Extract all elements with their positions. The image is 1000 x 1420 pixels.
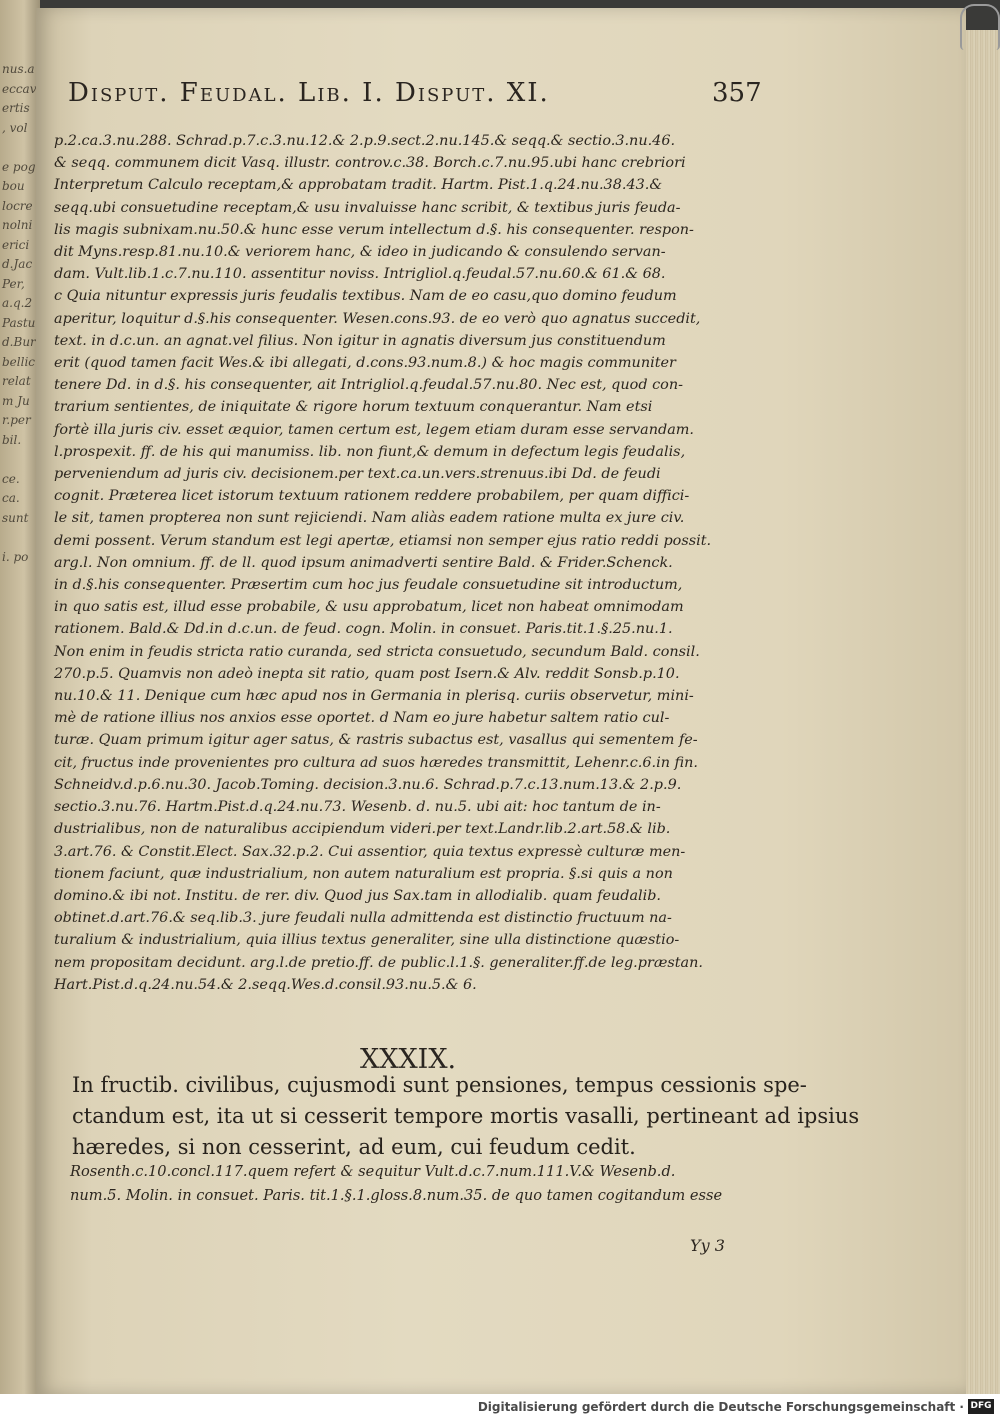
funding-credit: Digitalisierung gefördert durch die Deutsche Forschungsgemeinschaft · [477,1400,964,1414]
notes-line: tionem faciunt, quæ industrialium, non autem naturalium est propria. §.si quis a non [54,865,673,882]
notes-line: text. in d.c.un. an agnat.vel filius. Non igitur in agnatis diversum jus constituendum [54,332,666,349]
notes-line: c Quia nituntur expressis juris feudalis textibus. Nam de eo casu,quo domino feudum [54,288,677,305]
annotation-notes [54,130,764,996]
thesis-line: ctandum est, ita ut si cesserit tempore mortis vasalli, pertineant ad ipsius [72,1104,860,1128]
notes-line: nem propositam decidunt. arg.l.de pretio.ff. de public.l.1.§. generaliter.ff.de leg.præstan. [54,954,703,971]
notes-line: l.prospexit. ff. de his qui manumiss. lib. non fiunt,& demum in defectum legis feudalis, [54,443,686,460]
notes-line: le sit, tamen propterea non sunt rejiciendi. Nam aliàs eadem ratione multa ex jure civ. [54,510,685,527]
notes-line: rationem. Bald.& Dd.in d.c.un. de feud. cogn. Molin. in consuet. Paris.tit.1.§.25.nu.1. [54,621,673,638]
notes-line: 270.p.5. Quamvis non adeò inepta sit ratio, quam post Isern.& Alv. reddit Sonsb.p.10. [54,665,680,682]
notes-line: cit, fructus inde provenientes pro cultura ad suos hæredes transmittit, Lehenr.c.6.in fin. [54,754,698,771]
notes-line: tenere Dd. in d.§. his consequenter, ait Intrigliol.q.feudal.57.nu.80. Nec est, quod con- [54,377,683,394]
notes-line: demi possent. Verum standum est legi apertæ, etiamsi non semper ejus ratio reddi possit. [54,532,712,549]
notes-line: 3.art.76. & Constit.Elect. Sax.32.p.2. Cui assentior, quia textus expressè culturæ men- [54,843,686,860]
notes-line: turæ. Quam primum igitur ager satus, & rastris subactus est, vasallus qui sementem fe- [54,732,698,749]
notes-line: lis magis subnixam.nu.50.& hunc esse verum intellectum d.§. his consequenter. respon- [54,221,694,238]
dfg-logo: DFG [968,1399,994,1414]
notes-line: dit Myns.resp.81.nu.10.& veriorem hanc, & ideo in judicando & consulendo servan- [54,244,666,261]
thesis-text [72,1070,860,1163]
thesis-line: In fructib. civilibus, cujusmodi sunt pensiones, tempus cessionis spe- [72,1073,807,1097]
section-number: XXXIX. [360,1044,457,1075]
notes-line: Hart.Pist.d.q.24.nu.54.& 2.seqq.Wes.d.consil.93.nu.5.& 6. [54,976,477,993]
notes-line: sectio.3.nu.76. Hartm.Pist.d.q.24.nu.73. Wesenb. d. nu.5. ubi ait: hoc tantum de in- [54,799,661,816]
notes-line: trarium sentientes, de iniquitate & rigore horum textuum conquerantur. Nam etsi [54,399,653,416]
facing-page-text: nus.a eccav ertis , vol e pog bou locre nolni erici d.Jac Per, a.q.2 Pastu d.Bur bellic relat m Ju r.per bil. ce. ca. sunt i. po [2,62,37,564]
notes-line: in d.§.his consequenter. Præsertim cum hoc jus feudale consuetudine sit introductum, [54,577,683,594]
binder-clip [960,4,1000,50]
notes-line: Interpretum Calculo receptam,& approbatam tradit. Hartm. Pist.1.q.24.nu.38.43.& [54,177,663,194]
notes-line: perveniendum ad juris civ. decisionem.per text.ca.un.vers.strenuus.ibi Dd. de feudi [54,466,661,483]
page-number: 357 [712,78,762,108]
notes-line: dam. Vult.lib.1.c.7.nu.110. assentitur noviss. Intrigliol.q.feudal.57.nu.60.& 61.& 68. [54,266,666,283]
notes-line: fortè illa juris civ. esset æquior, tamen certum est, legem etiam duram esse servandam. [54,421,694,438]
notes-line: arg.l. Non omnium. ff. de ll. quod ipsum animadverti sentire Bald. & Frider.Schenck. [54,554,673,571]
signature-mark: Yy 3 [690,1236,725,1255]
notes-line: dustrialibus, non de naturalibus accipiendum videri.per text.Landr.lib.2.art.58.& lib. [54,821,671,838]
notes-line: & seqq. communem dicit Vasq. illustr. controv.c.38. Borch.c.7.nu.95.ubi hanc crebriori [54,155,686,172]
notes-line: turalium & industrialium, quia illius textus generaliter, sine ulla distinctione quæstio- [54,932,680,949]
notes-line: cognit. Præterea licet istorum textuum rationem reddere probabilem, per quam diffici- [54,488,690,505]
foot-notes [70,1160,770,1208]
running-header: Disput. Feudal. Lib. I. Disput. XI. [68,78,550,108]
thesis-line: hæredes, si non cesserint, ad eum, cui feudum cedit. [72,1135,636,1159]
notes-line: Non enim in feudis stricta ratio curanda, sed stricta consuetudo, secundum Bald. consil. [54,643,700,660]
notes-line: aperitur, loquitur d.§.his consequenter. Wesen.cons.93. de eo verò quo agnatus succedit, [54,310,701,327]
foot-line: num.5. Molin. in consuet. Paris. tit.1.§.1.gloss.8.num.35. de quo tamen cogitandum esse [70,1187,723,1204]
notes-line: domino.& ibi not. Institu. de rer. div. Quod jus Sax.tam in allodialib. quam feudalib. [54,887,662,904]
notes-line: in quo satis est, illud esse probabile, & usu approbatum, licet non habeat omnimodam [54,599,684,616]
foot-line: Rosenth.c.10.concl.117.quem refert & sequitur Vult.d.c.7.num.111.V.& Wesenb.d. [70,1163,676,1180]
notes-line: obtinet.d.art.76.& seq.lib.3. jure feudali nulla admittenda est distinctio fructuum na- [54,910,672,927]
notes-line: seqq.ubi consuetudine receptam,& usu invaluisse hanc scribit, & textibus juris feuda- [54,199,681,216]
notes-line: p.2.ca.3.nu.288. Schrad.p.7.c.3.nu.12.& 2.p.9.sect.2.nu.145.& seqq.& sectio.3.nu.46. [54,133,676,149]
notes-line: Schneidv.d.p.6.nu.30. Jacob.Toming. decision.3.nu.6. Schrad.p.7.c.13.num.13.& 2.p.9. [54,776,682,793]
facing-page-edge [0,0,40,1394]
notes-line: mè de ratione illius nos anxios esse oportet. d Nam eo jure habetur saltem ratio cul- [54,710,670,727]
notes-line: nu.10.& 11. Denique cum hæc apud nos in Germania in plerisq. curiis observetur, mini- [54,688,694,705]
page-edges [966,30,1000,1394]
notes-line: erit (quod tamen facit Wes.& ibi allegati, d.cons.93.num.8.) & hoc magis communiter [54,355,676,372]
